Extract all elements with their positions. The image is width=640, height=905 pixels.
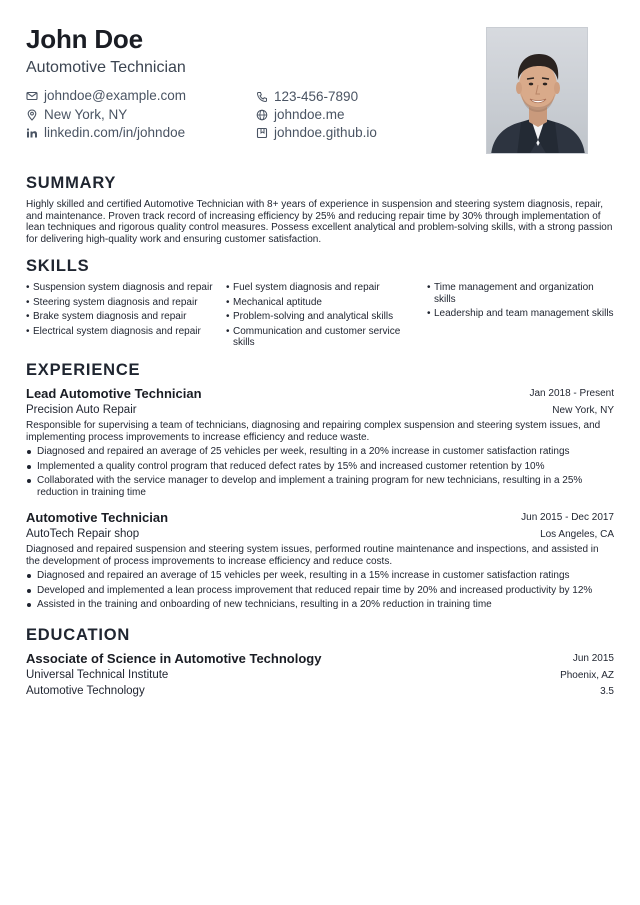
skill-item: • Time management and organization skills [427,282,617,305]
linkedin-contact[interactable] [26,125,185,140]
job-title: Lead Automotive Technician [26,386,202,401]
phone-icon [256,91,268,103]
phone-contact[interactable] [256,89,358,104]
job-date: Jan 2018 - Present [529,388,614,399]
summary-text: Highly skilled and certified Automotive Technician with 8+ years of experience in suspension and steering system diagnosis, repair, and maintenance. Proven track record of increasing efficiency by 25% and reducing repair time by 30% through implementation of lean techniques and rigorous quality control measures. Possess excellent analytical and problem-solving skills, with a strong passion for delivering high-quality work and ensuring customer satisfaction. [26,199,613,245]
skills-column-3 [427,282,617,323]
email-text: johndoe@example.com [44,88,187,103]
school-name: Universal Technical Institute [26,669,169,681]
mail-icon [26,90,38,102]
gpa: 3.5 [600,686,614,697]
website-text: johndoe.me [274,107,345,122]
job-bullet: Assisted in the training and onboarding of new technicians, resulting in a 20% reduction in training time [26,599,614,611]
education-heading: EDUCATION [26,626,131,644]
field-of-study: Automotive Technology [26,685,145,697]
website-contact[interactable] [256,107,345,122]
linkedin-text: linkedin.com/in/johndoe [44,125,186,140]
job-bullet: Collaborated with the service manager to develop and implement a training program for new technicians, resulting in a 25% reduction in training time [26,475,614,498]
github-text: johndoe.github.io [274,125,377,140]
job-bullet: Diagnosed and repaired an average of 25 vehicles per week, resulting in a 20% increase in customer satisfaction ratings [26,446,614,458]
job-company: Precision Auto Repair [26,404,137,416]
skills-column-2 [226,282,416,352]
candidate-name: John Doe [26,24,143,54]
job-bullet-list [26,446,614,501]
job-bullet: Developed and implemented a lean process improvement that reduced repair time by 20% and increased productivity by 12% [26,585,614,597]
location-contact [26,107,127,122]
linkedin-icon [26,127,38,139]
location-text: New York, NY [44,107,128,122]
skill-item: • Mechanical aptitude [226,297,416,309]
skills-column-1 [26,282,216,340]
degree-title: Associate of Science in Automotive Technology [26,651,322,666]
job-description: Diagnosed and repaired suspension and steering system issues, performed routine maintenance and inspections, and assisted in the development of process improvements to increase efficiency and reduce costs. [26,544,599,567]
candidate-title: Automotive Technician [26,59,186,76]
skills-heading: SKILLS [26,257,90,275]
job-bullet-list [26,570,614,614]
job-location: New York, NY [552,405,614,416]
skill-item: • Brake system diagnosis and repair [26,311,216,323]
job-bullet: Diagnosed and repaired an average of 15 vehicles per week, resulting in a 15% increase in customer satisfaction ratings [26,570,614,582]
skill-item: • Communication and customer service skills [226,326,416,349]
github-contact[interactable] [256,125,377,140]
skill-item: • Fuel system diagnosis and repair [226,282,416,294]
skill-item: • Steering system diagnosis and repair [26,297,216,309]
summary-heading: SUMMARY [26,174,117,192]
job-bullet: Implemented a quality control program that reduced defect rates by 15% and increased customer retention by 10% [26,461,614,473]
job-title: Automotive Technician [26,510,169,525]
experience-heading: EXPERIENCE [26,361,141,379]
school-location: Phoenix, AZ [560,670,614,681]
email-contact[interactable] [26,88,186,103]
job-location: Los Angeles, CA [540,529,614,540]
skill-item: • Leadership and team management skills [427,308,617,320]
phone-text: 123-456-7890 [274,89,359,104]
bookmark-icon [256,127,268,139]
skill-item: • Problem-solving and analytical skills [226,311,416,323]
job-description: Responsible for supervising a team of technicians, diagnosing and repairing complex suspension and steering system issues, and implementing process improvements to increase efficiency and reduce waste. [26,420,601,443]
globe-icon [256,109,268,121]
map-pin-icon [26,109,38,121]
job-date: Jun 2015 - Dec 2017 [521,512,614,523]
education-date: Jun 2015 [572,653,614,664]
skill-item: • Electrical system diagnosis and repair [26,326,216,338]
profile-photo [486,27,588,154]
job-company: AutoTech Repair shop [26,528,140,540]
skill-item: • Suspension system diagnosis and repair [26,282,216,294]
